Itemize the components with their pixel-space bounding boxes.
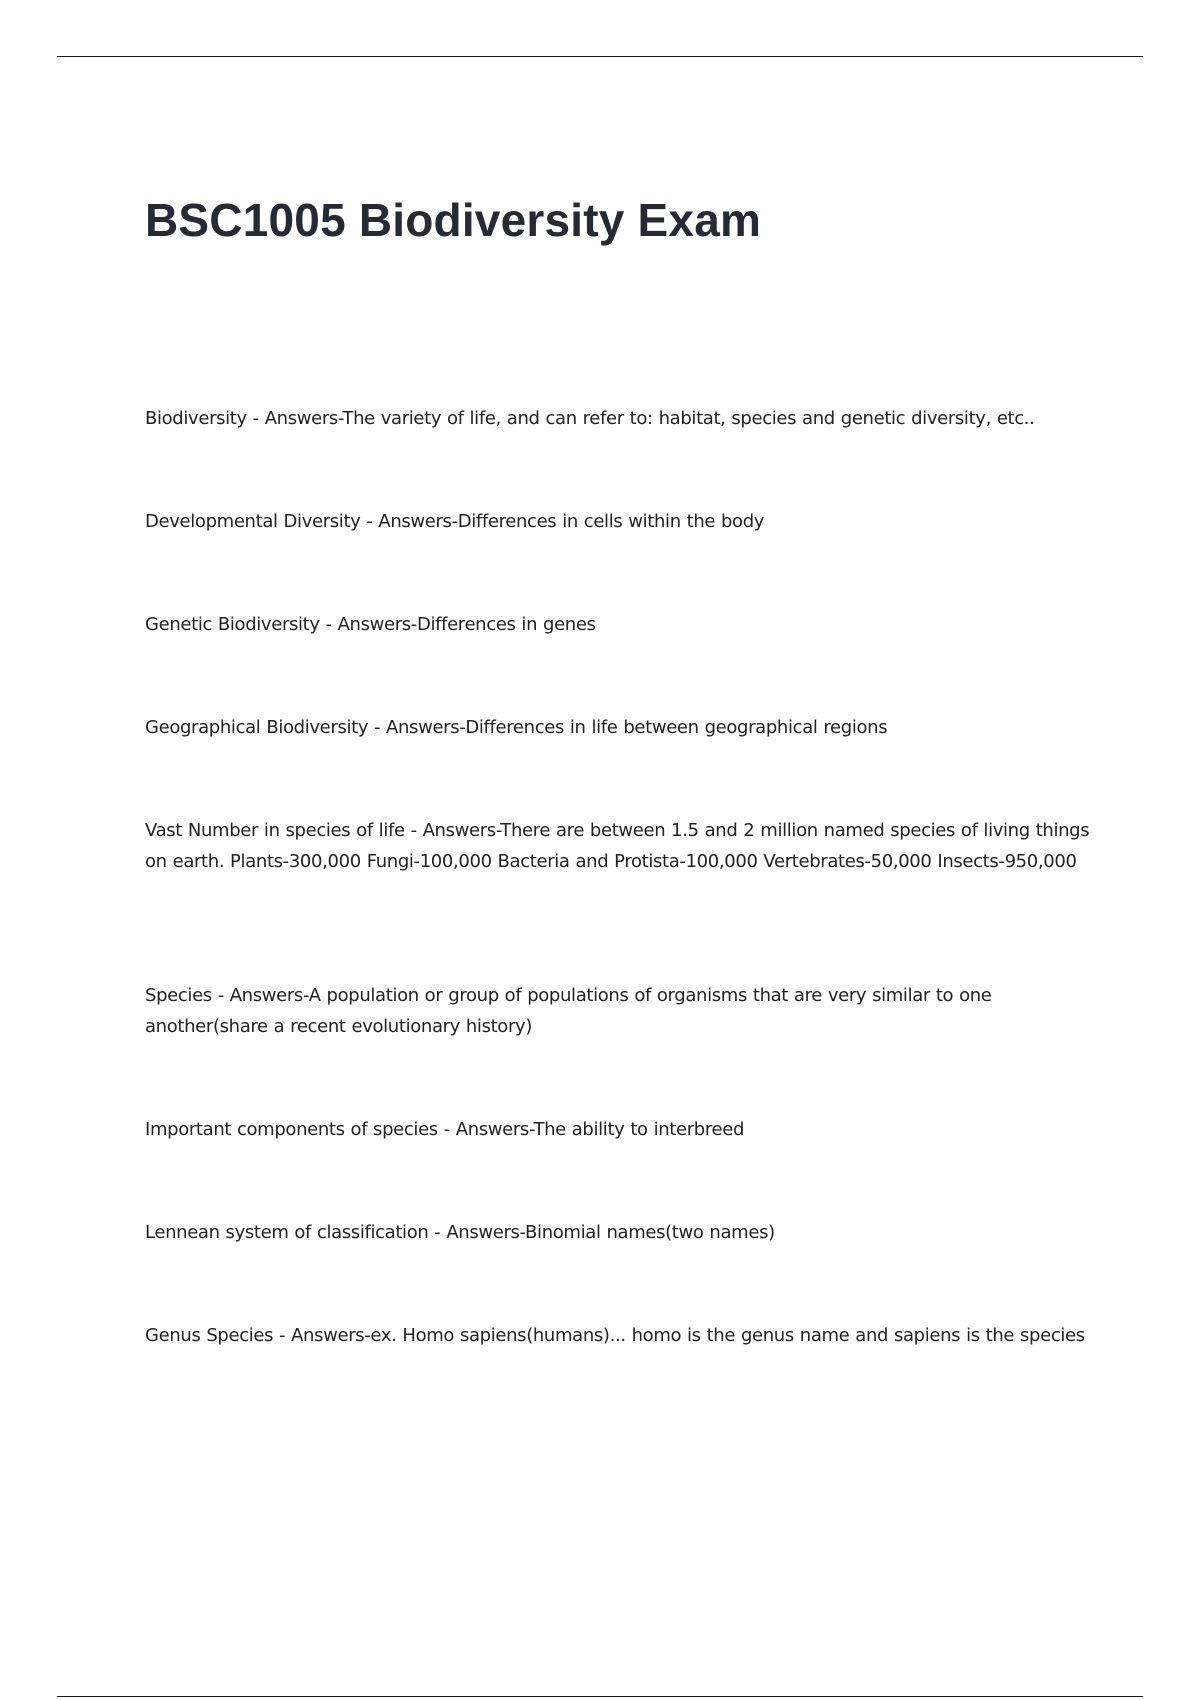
- qa-answer: Answers-The variety of life, and can refer to: habitat, species and genetic diversity, etc..: [264, 408, 1035, 429]
- qa-entry-genus-species: [145, 1320, 1095, 1351]
- qa-answer: Answers-A population or group of populations of organisms that are very similar to one another(share a recent evolutionary history): [145, 985, 992, 1037]
- qa-answer: Answers-ex. Homo sapiens(humans)... homo is the genus name and sapiens is the species: [291, 1325, 1085, 1346]
- qa-answer: Answers-Binomial names(two names): [446, 1222, 775, 1243]
- qa-answer: Answers-Differences in life between geographical regions: [386, 717, 888, 738]
- footer-rule: [57, 1696, 1143, 1697]
- qa-entry-geographical-biodiversity: [145, 712, 1095, 743]
- qa-term: Species -: [145, 985, 230, 1006]
- qa-term: Geographical Biodiversity -: [145, 717, 386, 738]
- qa-entry-genetic-biodiversity: [145, 609, 1095, 640]
- qa-entry-developmental-diversity: [145, 506, 1095, 537]
- qa-entry-vast-number-species: [145, 815, 1095, 877]
- qa-entry-species: [145, 980, 1095, 1042]
- qa-term: Genetic Biodiversity -: [145, 614, 338, 635]
- qa-answer: Answers-Differences in genes: [337, 614, 596, 635]
- qa-term: Important components of species -: [145, 1119, 456, 1140]
- document-title: BSC1005 Biodiversity Exam: [145, 194, 762, 246]
- qa-entry-lennean-system: [145, 1217, 1095, 1248]
- qa-term: Lennean system of classification -: [145, 1222, 446, 1243]
- qa-entry-important-components: [145, 1114, 1095, 1145]
- qa-term: Developmental Diversity -: [145, 511, 378, 532]
- qa-answer: Answers-There are between 1.5 and 2 million named species of living things on earth. Plants-300,000 Fungi-100,000 Bacteria and Protista-100,000 Vertebrates-50,000 Insects-950,000: [145, 820, 1090, 872]
- qa-term: Genus Species -: [145, 1325, 291, 1346]
- header-rule: [57, 56, 1143, 57]
- qa-entry-biodiversity: [145, 403, 1095, 434]
- qa-term: Vast Number in species of life -: [145, 820, 423, 841]
- qa-answer: Answers-The ability to interbreed: [455, 1119, 745, 1140]
- qa-answer: Answers-Differences in cells within the body: [378, 511, 765, 532]
- qa-term: Biodiversity -: [145, 408, 265, 429]
